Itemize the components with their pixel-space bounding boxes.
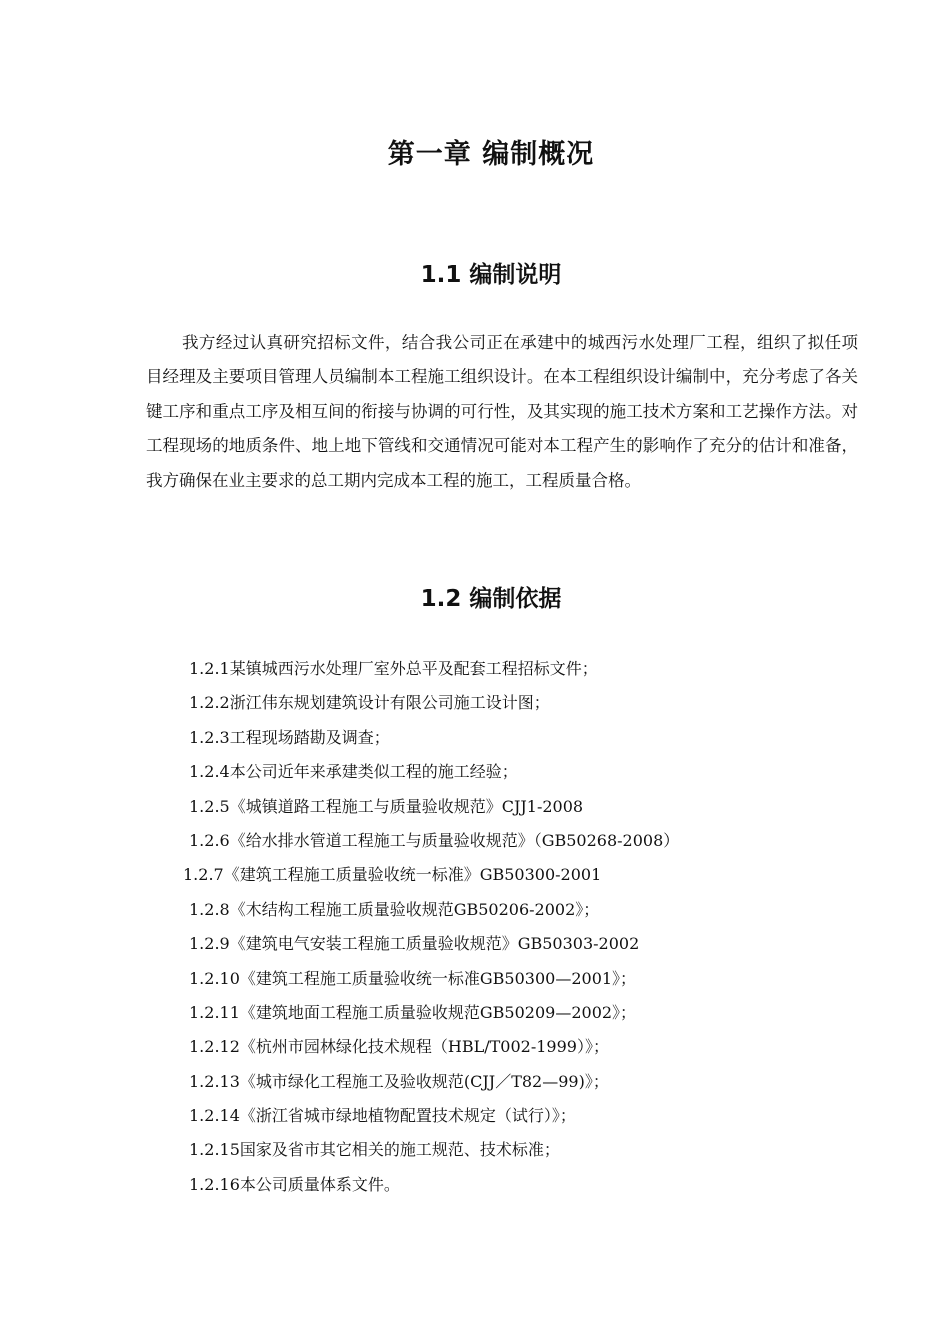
- chapter-title: 第一章 编制概况: [387, 139, 595, 170]
- intro-paragraph: 我方经过认真研究招标文件，结合我公司正在承建中的城西污水处理厂工程，组织了拟任项目经理及主要项目管理人员编制本工程施工组织设计。在本工程组织设计编制中，充分考虑了各关键工序和重点工序及相互间的衔接与协调的可行性，及其实现的施工技术方案和工艺操作方法。对工程现场的地质条件、地上地下管线和交通情况可能对本工程产生的影响作了充分的估计和准备，我方确保在业主要求的总工期内完成本工程的施工，工程质量合格。: [146, 333, 858, 490]
- section-heading-1-2: 1.2 编制依据: [420, 586, 562, 612]
- list-item: 1.2.13《城市绿化工程施工及验收规范(CJJ／T82—99)》；: [189, 1071, 609, 1091]
- list-item: 1.2.3工程现场踏勘及调查；: [189, 727, 390, 747]
- list-item: 1.2.12《杭州市园林绿化技术规程（HBL/T002-1999）》；: [189, 1037, 609, 1057]
- section-heading-1-1: 1.1 编制说明: [420, 262, 562, 288]
- list-item: 1.2.14《浙江省城市绿地植物配置技术规定（试行）》；: [189, 1106, 576, 1126]
- list-item: 1.2.8《木结构工程施工质量验收规范GB50206-2002》；: [189, 899, 600, 919]
- list-item: 1.2.11《建筑地面工程施工质量验收规范GB50209—2002》；: [189, 1002, 637, 1022]
- basis-list: [183, 652, 869, 1202]
- list-item: 1.2.6《给水排水管道工程施工与质量验收规范》（GB50268-2008）: [189, 830, 680, 850]
- list-item: 1.2.10《建筑工程施工质量验收统一标准GB50300—2001》；: [189, 968, 637, 988]
- list-item: 1.2.2浙江伟东规划建筑设计有限公司施工设计图；: [189, 693, 550, 713]
- list-item: 1.2.5《城镇道路工程施工与质量验收规范》CJJ1-2008: [189, 796, 584, 816]
- list-item: 1.2.7《建筑工程施工质量验收统一标准》GB50300-2001: [183, 865, 602, 885]
- list-item: 1.2.9《建筑电气安装工程施工质量验收规范》GB50303-2002: [189, 934, 640, 954]
- list-item: 1.2.1某镇城西污水处理厂室外总平及配套工程招标文件；: [189, 659, 598, 678]
- list-item: 1.2.4本公司近年来承建类似工程的施工经验；: [189, 762, 518, 782]
- list-item: 1.2.15国家及省市其它相关的施工规范、技术标准；: [189, 1140, 560, 1160]
- list-item: 1.2.16本公司质量体系文件。: [189, 1174, 400, 1194]
